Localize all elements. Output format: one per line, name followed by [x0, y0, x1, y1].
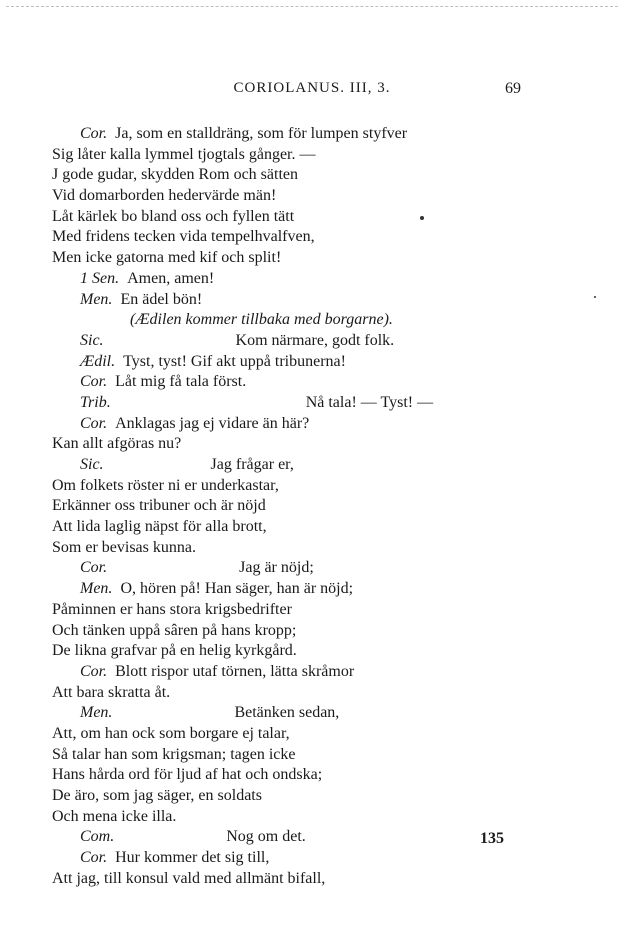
- speaker-name: Cor.: [80, 125, 108, 142]
- speaker-name: Cor.: [80, 414, 108, 432]
- speaker-name: Cor.: [80, 559, 108, 577]
- verse-text: Hans hårda ord för ljud af hat och ondska;: [52, 766, 323, 784]
- verse-text: Och tänken uppå sâren på hans kropp;: [52, 621, 297, 639]
- verse-text: Hur kommer det sig till,: [115, 849, 270, 867]
- verse-line: [52, 538, 492, 559]
- signature-number: 135: [480, 830, 504, 847]
- speaker-name: Cor.: [80, 373, 108, 391]
- verse-line: [52, 124, 492, 145]
- verse-text: Så talar han som krigsman; tagen icke: [52, 745, 296, 763]
- verse-line: [52, 765, 492, 786]
- verse-line: [52, 621, 492, 642]
- speaker-name: Cor.: [80, 849, 108, 867]
- verse-text: Anklagas jag ej vidare än här?: [115, 414, 310, 432]
- speaker-name: Com.: [80, 828, 115, 846]
- verse-text: Och mena icke illa.: [52, 807, 177, 825]
- verse-line: [52, 600, 492, 621]
- top-scan-rule: [6, 6, 618, 7]
- verse-text: Att, om han ock som borgare ej talar,: [52, 724, 290, 742]
- verse-text: Låt kärlek bo bland oss och fyllen tätt: [52, 207, 295, 225]
- verse-text: Om folkets röster ni er underkastar,: [52, 476, 279, 494]
- verse-text: De äro, som jag säger, en soldats: [52, 787, 262, 804]
- speaker-name: Sic.: [80, 456, 104, 473]
- verse-text: Jag frågar er,: [210, 456, 294, 473]
- verse-text: Att jag, till konsul vald med allmänt bifall,: [52, 869, 326, 887]
- verse-line: [52, 703, 492, 724]
- verse-line: [52, 290, 492, 311]
- verse-line: [52, 848, 492, 869]
- ink-speck: [594, 296, 596, 298]
- verse-text: O, hören på! Han säger, han är nöjd;: [120, 580, 354, 598]
- verse-text: En ädel bön!: [120, 290, 203, 308]
- verse-text: Kan allt afgöras nu?: [52, 435, 182, 453]
- verse-line: [52, 372, 492, 393]
- verse-text: J gode gudar, skydden Rom och sätten: [52, 166, 298, 184]
- verse-line: [52, 724, 492, 745]
- verse-text: Att bara skratta åt.: [52, 683, 171, 701]
- verse-line: [52, 352, 492, 373]
- verse-line: [52, 455, 492, 476]
- verse-text: Att lida laglig näpst för alla brott,: [52, 518, 267, 536]
- page-number: 69: [505, 80, 521, 97]
- speaker-name: Men.: [80, 580, 113, 598]
- verse-text: Tyst, tyst! Gif akt uppå tribunerna!: [123, 352, 346, 370]
- speaker-name: Cor.: [80, 662, 108, 680]
- verse-line: [52, 269, 492, 290]
- verse-line: [52, 145, 492, 166]
- verse-text: De likna grafvar på en helig kyrkgård.: [52, 642, 297, 660]
- verse-line: [52, 579, 492, 600]
- verse-line: [52, 827, 492, 848]
- verse-text: Ja, som en stalldräng, som för lumpen styfver: [115, 125, 408, 142]
- verse-line: [52, 248, 492, 269]
- verse-line: [52, 310, 492, 331]
- verse-text: Kom närmare, godt folk.: [235, 331, 395, 349]
- stage-direction: (Ædilen kommer tillbaka med borgarne).: [130, 311, 393, 329]
- verse-line: [52, 476, 492, 497]
- verse-text: Påminnen er hans stora krigsbedrifter: [52, 600, 292, 618]
- verse-line: [52, 869, 492, 890]
- speaker-name: Trib.: [80, 393, 111, 411]
- verse-text: Vid domarborden hedervärde män!: [52, 187, 277, 205]
- speaker-name: Men.: [80, 290, 113, 308]
- verse-text: Amen, amen!: [127, 269, 215, 287]
- verse-line: [52, 186, 492, 207]
- verse-line: [52, 662, 492, 683]
- ink-speck: [420, 216, 424, 220]
- verse-line: [52, 683, 492, 704]
- verse-text: Blott rispor utaf törnen, lätta skråmor: [115, 662, 355, 680]
- verse-text: Med fridens tecken vida tempelhvalfven,: [52, 228, 315, 246]
- verse-line: [52, 434, 492, 455]
- verse-text: Nå tala! — Tyst! —: [305, 393, 434, 411]
- verse-line: [52, 786, 492, 807]
- speaker-name: 1 Sen.: [80, 269, 120, 287]
- verse-text: Erkänner oss tribuner och är nöjd: [52, 497, 266, 515]
- speaker-name: Men.: [80, 704, 113, 722]
- verse-line: [52, 641, 492, 662]
- verse-text: Betänken sedan,: [234, 704, 340, 722]
- verse-line: [52, 745, 492, 766]
- verse-line: [52, 207, 492, 228]
- verse-text: Låt mig få tala först.: [115, 373, 247, 391]
- verse-line: [52, 227, 492, 248]
- verse-line: [52, 517, 492, 538]
- verse-text: Nog om det.: [226, 828, 306, 846]
- verse-text: Men icke gatorna med kif och split!: [52, 249, 282, 267]
- verse-line: [52, 558, 492, 579]
- running-title: CORIOLANUS. III, 3.: [233, 80, 391, 96]
- speaker-name: Ædil.: [80, 352, 116, 370]
- verse-text: Som er bevisas kunna.: [52, 538, 196, 556]
- verse-text: Sig låter kalla lymmel tjogtals gånger. —: [52, 145, 316, 163]
- verse-line: [52, 331, 492, 352]
- verse-line: [52, 807, 492, 828]
- verse-body: [52, 124, 492, 889]
- verse-line: [52, 414, 492, 435]
- verse-line: [52, 393, 492, 414]
- verse-text: Jag är nöjd;: [239, 559, 314, 577]
- speaker-name: Sic.: [80, 331, 104, 349]
- verse-line: [52, 165, 492, 186]
- verse-line: [52, 496, 492, 517]
